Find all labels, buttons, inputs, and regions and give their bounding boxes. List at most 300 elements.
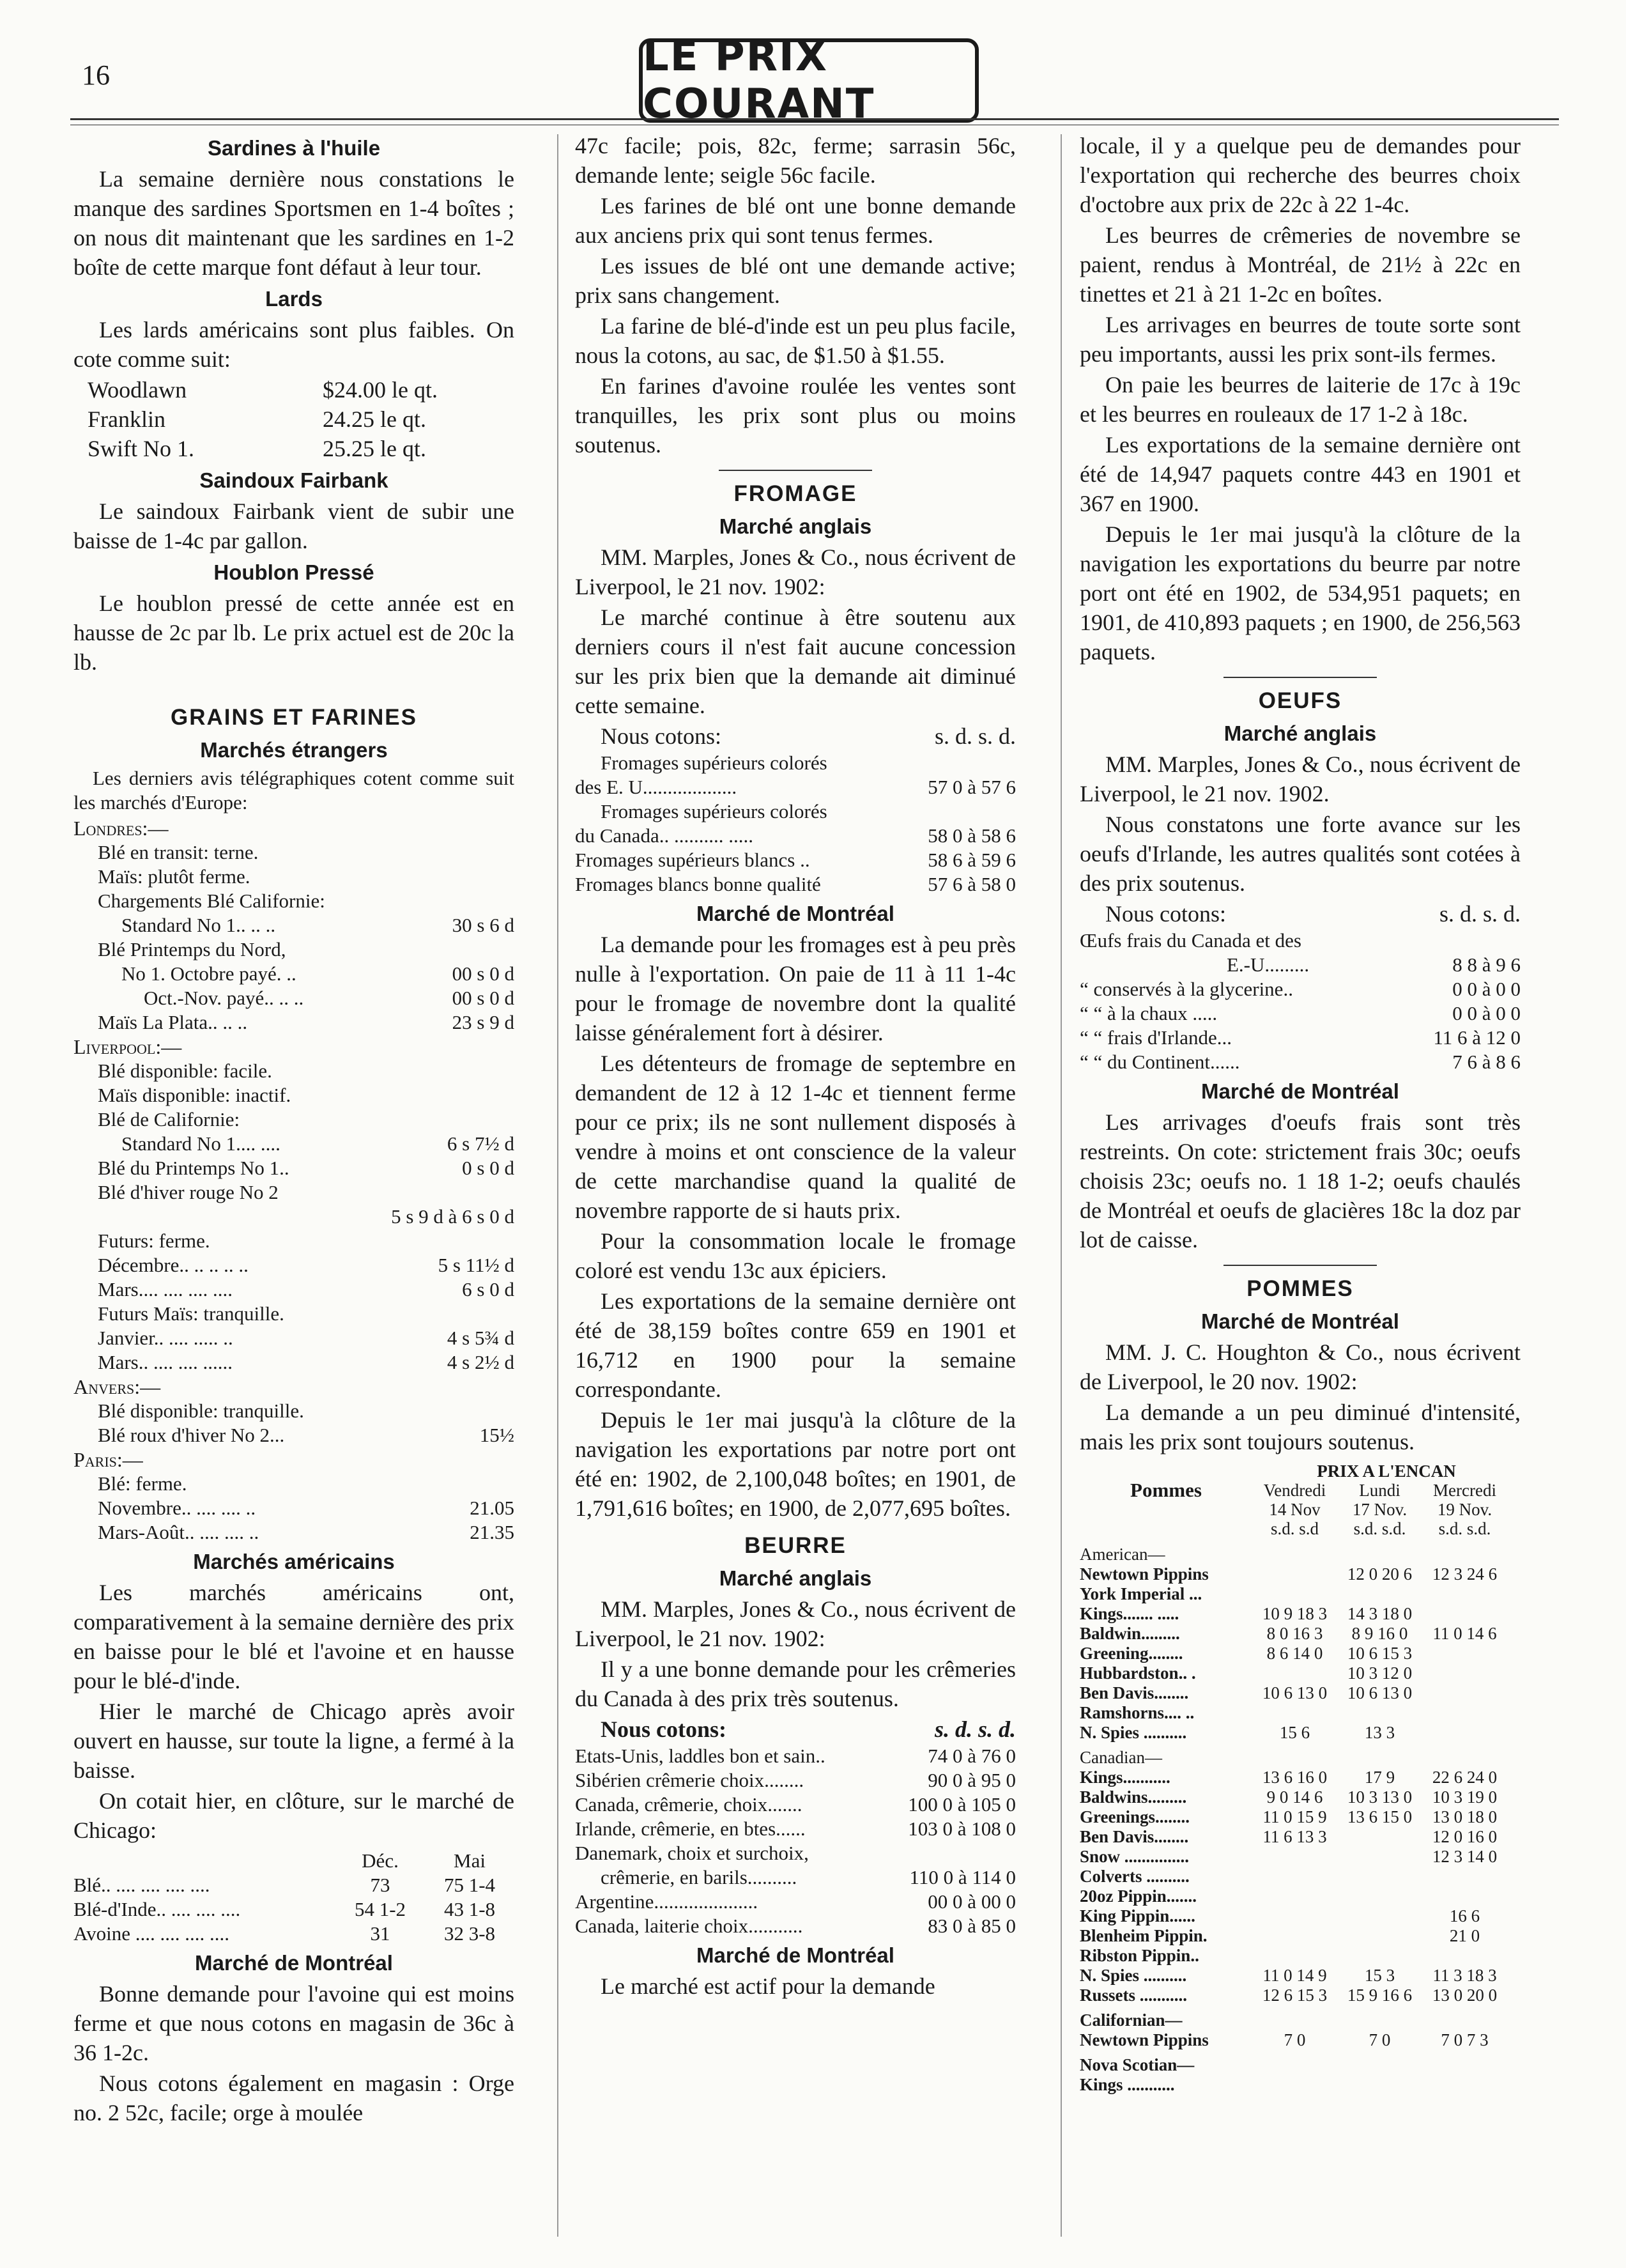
table-row <box>1080 1584 1521 1604</box>
price-row <box>575 1890 1016 1914</box>
paragraph: En farines d'avoine roulée les ventes sont tranquilles, les prix sont plus ou moins soutenus. <box>575 373 1016 458</box>
table-header: 19 Nov. <box>1437 1500 1492 1519</box>
masthead-logo: LE PRIX COURANT <box>639 38 979 123</box>
quote-value: 21.35 <box>470 1521 514 1543</box>
price-cell <box>1422 1946 1507 1966</box>
quote-line: “ “ frais d'Irlande... <box>1080 1026 1232 1049</box>
paragraph: Depuis le 1er mai jusqu'à la clôture de la navigation les exportations par notre port ont été en: 1902, de 2,100,048 boîtes; en 1901, de 1,791,616 boîtes; en 1900, de 2,077,695 boîtes. <box>575 1407 1016 1521</box>
quote-line: Maïs La Plata.. .. .. <box>98 1011 248 1033</box>
quote-value: 57 0 à 57 6 <box>928 776 1016 798</box>
subsection-title: Marchés étrangers <box>200 738 388 762</box>
quote-line: Blé disponible: facile. <box>98 1060 272 1082</box>
quote-value: 15½ <box>479 1424 514 1446</box>
price-cell: 10 6 13 0 <box>1347 1683 1413 1702</box>
item-price: 00 0 à 00 0 <box>928 1890 1016 1913</box>
apple-variety: 20oz Pippin....... <box>1080 1886 1197 1906</box>
table-header: s.d. s.d. <box>1438 1519 1491 1538</box>
table-row <box>1080 1703 1521 1723</box>
group-label: Canadian— <box>1080 1748 1162 1767</box>
table-row <box>1080 1768 1521 1787</box>
section-rule <box>1223 677 1377 678</box>
beurre-price-list <box>575 1744 1016 1938</box>
quote-line: Blé: ferme. <box>98 1472 187 1495</box>
column-separator <box>1061 134 1062 2237</box>
price-mai: 75 1-4 <box>443 1874 496 1896</box>
price-cell: 7 0 7 3 <box>1441 2030 1489 2049</box>
price-cell <box>1337 1886 1422 1906</box>
price-cell <box>1252 1946 1337 1966</box>
price-row <box>575 1793 1016 1817</box>
quote-intro: Nous cotons: <box>1105 901 1226 927</box>
price-cell: 17 9 <box>1364 1768 1395 1787</box>
subsection-title: Marché de Montréal <box>1201 1309 1399 1333</box>
column-header: s. d. s. d. <box>934 1716 1016 1742</box>
quote-line: Œufs frais du Canada et des <box>1080 929 1301 952</box>
price-cell <box>1252 1663 1337 1683</box>
table-row <box>1080 1683 1521 1703</box>
table-row <box>73 1897 514 1922</box>
pommes-table <box>1080 1462 1521 2095</box>
quote-line: “ “ à la chaux ..... <box>1080 1002 1218 1024</box>
paragraph: Depuis le 1er mai jusqu'à la clôture de la navigation les exportations du beurre par notre port ont été en 1902, de 534,951 paquets; en 1901, de 410,893 paquets ; en 1900, de 256,563 paquets. <box>1080 521 1521 665</box>
price-cell: 12 0 20 6 <box>1347 1564 1413 1584</box>
paragraph: Les exportations de la semaine dernière ont été de 38,159 boîtes contre 659 en 1901 et 16,712 en 1900 pour la semaine correspondante. <box>575 1288 1016 1402</box>
paragraph: Le houblon pressé de cette année est en hausse de 2c par lb. Le prix actuel est de 20c la lb. <box>73 590 514 675</box>
quote-value: 5 s 11½ d <box>438 1254 514 1276</box>
table-row <box>1080 1787 1521 1807</box>
section-title-grains: GRAINS ET FARINES <box>171 705 417 730</box>
quote-value: 7 6 à 8 6 <box>1452 1051 1521 1073</box>
grain-name: Blé-d'Inde.. .... .... .... <box>73 1898 241 1920</box>
quote-value: 4 s 5¾ d <box>447 1327 514 1349</box>
paragraph: Les farines de blé ont une bonne demande aux anciens prix qui sont tenus fermes. <box>575 193 1016 248</box>
table-row <box>1080 1604 1521 1624</box>
table-row <box>1080 1847 1521 1867</box>
apple-variety: Greenings........ <box>1080 1807 1190 1826</box>
chicago-price-table <box>73 1873 514 1946</box>
price-cell <box>1337 1867 1422 1886</box>
item-name: Swift No 1. <box>88 436 195 461</box>
item-name: Danemark, choix et surchoix, <box>575 1842 809 1864</box>
quote-line: Janvier.. .... ..... .. <box>98 1327 233 1349</box>
price-cell: 13 0 20 0 <box>1432 1986 1498 2005</box>
item-name: Irlande, crêmerie, en btes...... <box>575 1817 806 1840</box>
item-name: Sibérien crêmerie choix........ <box>575 1769 804 1791</box>
price-row <box>73 434 514 463</box>
subsection-title: Marché anglais <box>1223 721 1377 745</box>
price-cell: 15 6 <box>1279 1723 1310 1742</box>
price-cell: 12 6 15 3 <box>1262 1986 1328 2005</box>
item-price: 83 0 à 85 0 <box>928 1915 1016 1937</box>
table-row <box>1080 1986 1521 2005</box>
price-cell <box>1337 1906 1422 1926</box>
quote-line: Mars.. .... .... ...... <box>98 1351 233 1373</box>
section-rule <box>1223 1265 1377 1266</box>
paragraph: Nous cotons également en magasin : Orge no. 2 52c, facile; orge à moulée <box>73 2071 514 2125</box>
price-cell: 11 3 18 3 <box>1432 1966 1497 1985</box>
quote-intro: Nous cotons: <box>601 723 721 749</box>
apple-variety: Greening........ <box>1080 1644 1183 1663</box>
paragraph: Les arrivages en beurres de toute sorte sont peu importants, aussi les prix sont-ils fermes. <box>1080 312 1521 367</box>
column-separator <box>557 134 558 2237</box>
quote-value: 23 s 9 d <box>452 1011 514 1033</box>
quote-value: 58 0 à 58 6 <box>928 824 1016 847</box>
subsection-title: Marché de Montréal <box>696 902 894 925</box>
paragraph: La demande pour les fromages est à peu près nulle à l'exportation. On paie de 11 à 11 1-4c pour le fromage de novembre dont la qualité laisse généralement fort à désirer. <box>575 932 1016 1045</box>
apple-variety: Colverts .......... <box>1080 1867 1190 1886</box>
table-row <box>1080 1946 1521 1966</box>
section-rule <box>719 470 872 471</box>
price-cell <box>1422 2075 1507 2095</box>
price-cell <box>1337 1926 1422 1946</box>
apple-variety: Kings........... <box>1080 1768 1170 1787</box>
table-row <box>1080 2030 1521 2050</box>
item-price: 100 0 à 105 0 <box>908 1793 1016 1816</box>
price-row <box>575 1914 1016 1938</box>
table-header: s.d. s.d <box>1270 1519 1319 1538</box>
quote-line: Oct.-Nov. payé.. .. .. <box>144 987 304 1009</box>
price-dec: 31 <box>370 1922 390 1945</box>
item-name: crêmerie, en barils.......... <box>601 1866 797 1888</box>
table-row <box>1080 1644 1521 1663</box>
price-cell: 7 0 <box>1369 2030 1391 2049</box>
price-row <box>575 1744 1016 1768</box>
paragraph: La semaine dernière nous constations le manque des sardines Sportsmen en 1-4 boîtes ; on nous dit maintenant que les sardines en 1-2 boîte de cette marque font défaut à leur tour. <box>73 166 514 280</box>
quote-line: “ conservés à la glycerine.. <box>1080 978 1293 1000</box>
column-2 <box>575 131 1016 2002</box>
price-cell <box>1252 1847 1337 1867</box>
paragraph: MM. Marples, Jones & Co., nous écrivent de Liverpool, le 21 nov. 1902: <box>575 1596 1016 1651</box>
paragraph: La farine de blé-d'inde est un peu plus facile, nous la cotons, au sac, de $1.50 à $1.55. <box>575 313 1016 368</box>
column-header: s. d. s. d. <box>934 723 1016 749</box>
price-cell: 10 9 18 3 <box>1262 1604 1328 1623</box>
price-cell <box>1252 1564 1337 1584</box>
price-cell <box>1252 1703 1337 1723</box>
subsection-title: Marché de Montréal <box>696 1943 894 1967</box>
price-cell <box>1252 1926 1337 1946</box>
paragraph: MM. Marples, Jones & Co., nous écrivent de Liverpool, le 21 nov. 1902: <box>575 544 1016 599</box>
header-rule <box>70 118 1559 120</box>
apple-variety: Kings ........... <box>1080 2075 1175 2094</box>
price-cell: 8 6 14 0 <box>1266 1644 1323 1663</box>
quote-line: Maïs disponible: inactif. <box>98 1084 291 1106</box>
quote-value: 11 6 à 12 0 <box>1433 1026 1521 1049</box>
price-cell <box>1337 1946 1422 1966</box>
grain-name: Avoine .... .... .... .... <box>73 1922 229 1945</box>
section-title-oeufs: OEUFS <box>1258 688 1342 713</box>
price-cell: 12 3 14 0 <box>1432 1847 1498 1866</box>
quote-value: 57 6 à 58 0 <box>928 873 1016 895</box>
table-row <box>1080 1564 1521 1584</box>
price-cell <box>1337 1847 1422 1867</box>
quote-line: Mars-Août.. .... .... .. <box>98 1521 259 1543</box>
price-cell <box>1422 1663 1507 1683</box>
table-header: Lundi <box>1359 1481 1400 1500</box>
column-3 <box>1080 131 1521 2095</box>
apple-variety: Ramshorns.... .. <box>1080 1703 1195 1722</box>
price-cell: 8 9 16 0 <box>1351 1624 1408 1643</box>
item-name: Franklin <box>88 406 165 432</box>
section-title-americains: Marchés américains <box>193 1550 395 1573</box>
item-price: 74 0 à 76 0 <box>928 1745 1016 1767</box>
quote-line: Blé roux d'hiver No 2... <box>98 1424 285 1446</box>
price-cell: 10 6 13 0 <box>1262 1683 1328 1702</box>
apple-variety: Newtown Pippins <box>1080 2030 1209 2049</box>
price-dec: 54 1-2 <box>354 1898 406 1920</box>
price-cell: 12 3 24 6 <box>1432 1564 1498 1584</box>
paragraph: Les issues de blé ont une demande active; prix sans changement. <box>575 253 1016 308</box>
column-1 <box>73 131 514 2129</box>
item-name: Canada, crêmerie, choix....... <box>575 1793 802 1816</box>
price-cell <box>1337 2075 1422 2095</box>
quote-line: Futurs Maïs: tranquille. <box>98 1302 284 1325</box>
market-label: Paris:— <box>73 1448 143 1471</box>
quote-line: Blé disponible: tranquille. <box>98 1400 304 1422</box>
quote-line: Fromages blancs bonne qualité <box>575 873 821 895</box>
group-label: American— <box>1080 1545 1165 1564</box>
price-row <box>575 1768 1016 1793</box>
price-mai: 32 3-8 <box>443 1922 496 1945</box>
price-cell: 9 0 14 6 <box>1266 1787 1323 1807</box>
quote-value: 4 s 2½ d <box>447 1351 514 1373</box>
paragraph: locale, il y a quelque peu de demandes pour l'exportation qui recherche des beurres choix d'octobre aux prix de 22c à 22 1-4c. <box>1080 133 1521 217</box>
item-name: Etats-Unis, laddles bon et sain.. <box>575 1745 825 1767</box>
price-cell: 10 6 15 3 <box>1347 1644 1413 1663</box>
section-title-beurre: BEURRE <box>744 1533 847 1558</box>
quote-value: 0 0 à 0 0 <box>1452 1002 1521 1024</box>
paragraph: Les marchés américains ont, comparativement à la semaine dernière des prix en baisse pour le blé et l'avoine et en hausse pour le blé-d'inde. <box>73 1580 514 1693</box>
section-title-pommes: POMMES <box>1246 1276 1354 1301</box>
column-header: Déc. <box>362 1849 399 1872</box>
price-row <box>575 1841 1016 1865</box>
price-cell <box>1337 1703 1422 1723</box>
quote-line: Blé en transit: terne. <box>98 841 259 863</box>
column-header: Mai <box>454 1849 486 1872</box>
section-title-sardines: Sardines à l'huile <box>207 136 381 160</box>
item-price <box>869 1841 1016 1865</box>
apple-variety: N. Spies .......... <box>1080 1966 1187 1985</box>
table-row <box>1080 1886 1521 1906</box>
table-row <box>1080 1807 1521 1827</box>
quote-line: Standard No 1.. .. .. <box>121 914 276 936</box>
price-cell: 22 6 24 0 <box>1432 1768 1498 1787</box>
price-dec: 73 <box>370 1874 390 1896</box>
apple-variety: King Pippin...... <box>1080 1906 1195 1925</box>
table-header: Mercredi <box>1433 1481 1496 1500</box>
table-header: 14 Nov <box>1269 1500 1321 1519</box>
price-cell: 12 0 16 0 <box>1432 1827 1498 1846</box>
apple-variety: Ben Davis........ <box>1080 1683 1189 1702</box>
price-cell <box>1422 1886 1507 1906</box>
subsection-title: Marché de Montréal <box>1201 1079 1399 1103</box>
quote-line: Blé de Californie: <box>98 1108 240 1130</box>
table-row <box>1080 1926 1521 1946</box>
apple-variety: Blenheim Pippin. <box>1080 1926 1208 1945</box>
price-cell: 13 0 18 0 <box>1432 1807 1498 1826</box>
apple-variety: Ribston Pippin.. <box>1080 1946 1199 1965</box>
group-label: Californian— <box>1080 2010 1183 2030</box>
quote-value: 0 0 à 0 0 <box>1452 978 1521 1000</box>
paragraph: Hier le marché de Chicago après avoir ouvert en hausse, sur toute la ligne, a fermé à la baisse. <box>73 1699 514 1783</box>
quote-line: Futurs: ferme. <box>98 1230 210 1252</box>
table-row <box>1080 1827 1521 1847</box>
price-cell: 11 0 15 9 <box>1262 1807 1327 1826</box>
item-price: 25.25 le qt. <box>323 436 426 461</box>
price-mai: 43 1-8 <box>443 1898 496 1920</box>
quote-value: 6 s 0 d <box>462 1278 514 1300</box>
quote-value: 21.05 <box>470 1497 514 1519</box>
paragraph: Les détenteurs de fromage de septembre en demandent de 12 à 12 1-4c et tiennent ferme pour ce prix; ils ne sont nullement disposés à vendre à moins et ont conscience de la valeur de cette marchandise quand la qualité de novembre rapporte de si hauts prix. <box>575 1051 1016 1223</box>
quote-line: Maïs: plutôt ferme. <box>98 865 250 888</box>
table-row <box>1080 1723 1521 1743</box>
price-cell: 10 3 13 0 <box>1347 1787 1413 1807</box>
quote-value: 0 s 0 d <box>462 1157 514 1179</box>
paragraph: 47c facile; pois, 82c, ferme; sarrasin 56c, demande lente; seigle 56c facile. <box>575 133 1016 188</box>
paragraph: Les lards américains sont plus faibles. On cote comme suit: <box>73 317 514 372</box>
item-price: 103 0 à 108 0 <box>908 1817 1016 1840</box>
table-row <box>73 1873 514 1897</box>
price-cell: 15 3 <box>1364 1966 1395 1985</box>
apple-variety: Baldwins......... <box>1080 1787 1187 1807</box>
quote-line: No 1. Octobre payé. .. <box>121 962 296 985</box>
price-cell: 11 0 14 9 <box>1262 1966 1327 1985</box>
paragraph: On paie les beurres de laiterie de 17c à 19c et les beurres en rouleaux de 17 1-2 à 18c. <box>1080 372 1521 427</box>
apple-variety: Snow ............... <box>1080 1847 1190 1866</box>
lards-price-list <box>73 375 514 463</box>
item-name: Argentine..................... <box>575 1890 758 1913</box>
price-cell: 13 3 <box>1364 1723 1395 1742</box>
paragraph: Il y a une bonne demande pour les crêmeries du Canada à des prix très soutenus. <box>575 1656 1016 1711</box>
paragraph: La demande a un peu diminué d'intensité, mais les prix sont toujours soutenus. <box>1080 1400 1521 1454</box>
paragraph: On cotait hier, en clôture, sur le marché de Chicago: <box>73 1788 514 1843</box>
apple-variety: N. Spies .......... <box>1080 1723 1187 1742</box>
item-name: Canada, laiterie choix........... <box>575 1915 803 1937</box>
price-cell <box>1252 1867 1337 1886</box>
quote-line: Mars.... .... .... .... <box>98 1278 233 1300</box>
apple-variety: Baldwin......... <box>1080 1624 1180 1643</box>
apple-variety: York Imperial ... <box>1080 1584 1202 1603</box>
paragraph: Pour la consommation locale le fromage coloré est vendu 13c aux épiciers. <box>575 1228 1016 1283</box>
quote-value: 5 s 9 d à 6 s 0 d <box>391 1205 514 1228</box>
section-title-montreal: Marché de Montréal <box>195 1951 393 1975</box>
page-number: 16 <box>82 59 110 91</box>
item-price: 90 0 à 95 0 <box>928 1769 1016 1791</box>
quote-line: du Canada.. .......... ..... <box>575 824 753 847</box>
price-cell <box>1252 2075 1337 2095</box>
price-cell <box>1252 1906 1337 1926</box>
table-row <box>1080 1867 1521 1886</box>
quote-line: Blé du Printemps No 1.. <box>98 1157 289 1179</box>
paragraph: Le saindoux Fairbank vient de subir une baisse de 1-4c par gallon. <box>73 498 514 553</box>
paragraph: Le marché est actif pour la demande <box>601 1973 935 1999</box>
quote-line: Fromages supérieurs blancs .. <box>575 849 810 871</box>
quote-value: 30 s 6 d <box>452 914 514 936</box>
quote-value: 00 s 0 d <box>452 962 514 985</box>
quote-line: Décembre.. .. .. .. .. <box>98 1254 249 1276</box>
subsection-title: Marché anglais <box>719 1566 872 1590</box>
paragraph: Nous constatons une forte avance sur les oeufs d'Irlande, les autres qualités sont cotées à des prix soutenus. <box>1080 812 1521 896</box>
table-row <box>1080 1624 1521 1644</box>
table-row <box>1080 2075 1521 2095</box>
quote-line: Fromages supérieurs colorés <box>601 752 827 774</box>
section-title-houblon: Houblon Pressé <box>213 560 374 584</box>
market-label: Anvers:— <box>73 1375 161 1398</box>
price-cell: 15 9 16 6 <box>1347 1986 1413 2005</box>
price-cell: 14 3 18 0 <box>1347 1604 1413 1623</box>
item-price: $24.00 le qt. <box>323 377 438 403</box>
quote-line: Blé Printemps du Nord, <box>98 938 286 960</box>
apple-variety: Russets ........... <box>1080 1986 1188 2005</box>
price-cell <box>1337 1827 1422 1847</box>
table-row <box>1080 1966 1521 1986</box>
price-cell: 8 0 16 3 <box>1266 1624 1323 1643</box>
group-label: Nova Scotian— <box>1080 2055 1195 2074</box>
table-row <box>73 1922 514 1946</box>
section-title-lards: Lards <box>265 287 323 311</box>
quote-value: 00 s 0 d <box>452 987 514 1009</box>
apple-variety: Newtown Pippins <box>1080 1564 1209 1584</box>
column-header: s. d. s. d. <box>1439 901 1521 927</box>
price-cell: 11 6 13 3 <box>1262 1827 1327 1846</box>
paragraph: Les derniers avis télégraphiques cotent comme suit les marchés d'Europe: <box>73 767 514 814</box>
paragraph: Bonne demande pour l'avoine qui est moins ferme et que nous cotons en magasin de 36c à 36 1-2c. <box>73 1981 514 2065</box>
apple-variety: Hubbardston.. . <box>1080 1663 1196 1683</box>
paragraph: MM. Marples, Jones & Co., nous écrivent de Liverpool, le 21 nov. 1902. <box>1080 752 1521 806</box>
price-cell <box>1252 1584 1337 1604</box>
quote-line: Chargements Blé Californie: <box>98 890 325 912</box>
paragraph: Les arrivages d'oeufs frais sont très restreints. On cote: strictement frais 30c; oeufs choisis 23c; oeufs no. 1 18 1-2; oeufs chaulés de Montréal et oeufs de glacières 18c la doz par lot de caisse. <box>1080 1109 1521 1253</box>
item-price: 110 0 à 114 0 <box>909 1866 1016 1888</box>
price-cell: 13 6 16 0 <box>1262 1768 1328 1787</box>
price-cell <box>1422 1683 1507 1703</box>
quote-line: Fromages supérieurs colorés <box>601 800 827 822</box>
table-header: s.d. s.d. <box>1353 1519 1406 1538</box>
price-cell <box>1337 1584 1422 1604</box>
paragraph: Les exportations de la semaine dernière ont été de 14,947 paquets contre 443 en 1901 et 367 en 1900. <box>1080 432 1521 516</box>
quote-line: Novembre.. .... .... .. <box>98 1497 256 1519</box>
paragraph: MM. J. C. Houghton & Co., nous écrivent de Liverpool, le 20 nov. 1902: <box>1080 1339 1521 1394</box>
price-cell <box>1422 1867 1507 1886</box>
price-cell <box>1252 1886 1337 1906</box>
apple-variety: Kings....... ..... <box>1080 1604 1179 1623</box>
price-cell <box>1422 1703 1507 1723</box>
quote-line: des E. U................... <box>575 776 737 798</box>
table-row <box>1080 1906 1521 1926</box>
quote-value: 8 8 à 9 6 <box>1452 953 1521 976</box>
quote-line: E.-U......... <box>1227 953 1310 976</box>
quote-line: “ “ du Continent...... <box>1080 1051 1240 1073</box>
price-cell: 10 3 12 0 <box>1347 1663 1413 1683</box>
item-price: 24.25 le qt. <box>323 406 426 432</box>
apple-variety: Ben Davis........ <box>1080 1827 1189 1846</box>
table-caption: PRIX A L'ENCAN <box>1317 1462 1456 1481</box>
price-cell: 21 0 <box>1449 1926 1480 1945</box>
price-cell <box>1422 1604 1507 1624</box>
price-row <box>73 405 514 434</box>
section-title-saindoux: Saindoux Fairbank <box>199 468 388 492</box>
grain-name: Blé.. .... .... .... .... <box>73 1874 210 1896</box>
table-header: 17 Nov. <box>1352 1500 1407 1519</box>
market-label: Liverpool:— <box>73 1035 182 1058</box>
price-cell <box>1422 1644 1507 1663</box>
quote-intro: Nous cotons: <box>601 1716 727 1742</box>
price-cell <box>1422 1723 1507 1743</box>
price-cell: 10 3 19 0 <box>1432 1787 1498 1807</box>
price-row <box>575 1865 1016 1890</box>
table-header: Pommes <box>1130 1479 1202 1501</box>
price-row <box>73 375 514 405</box>
quote-value: 6 s 7½ d <box>447 1132 514 1155</box>
